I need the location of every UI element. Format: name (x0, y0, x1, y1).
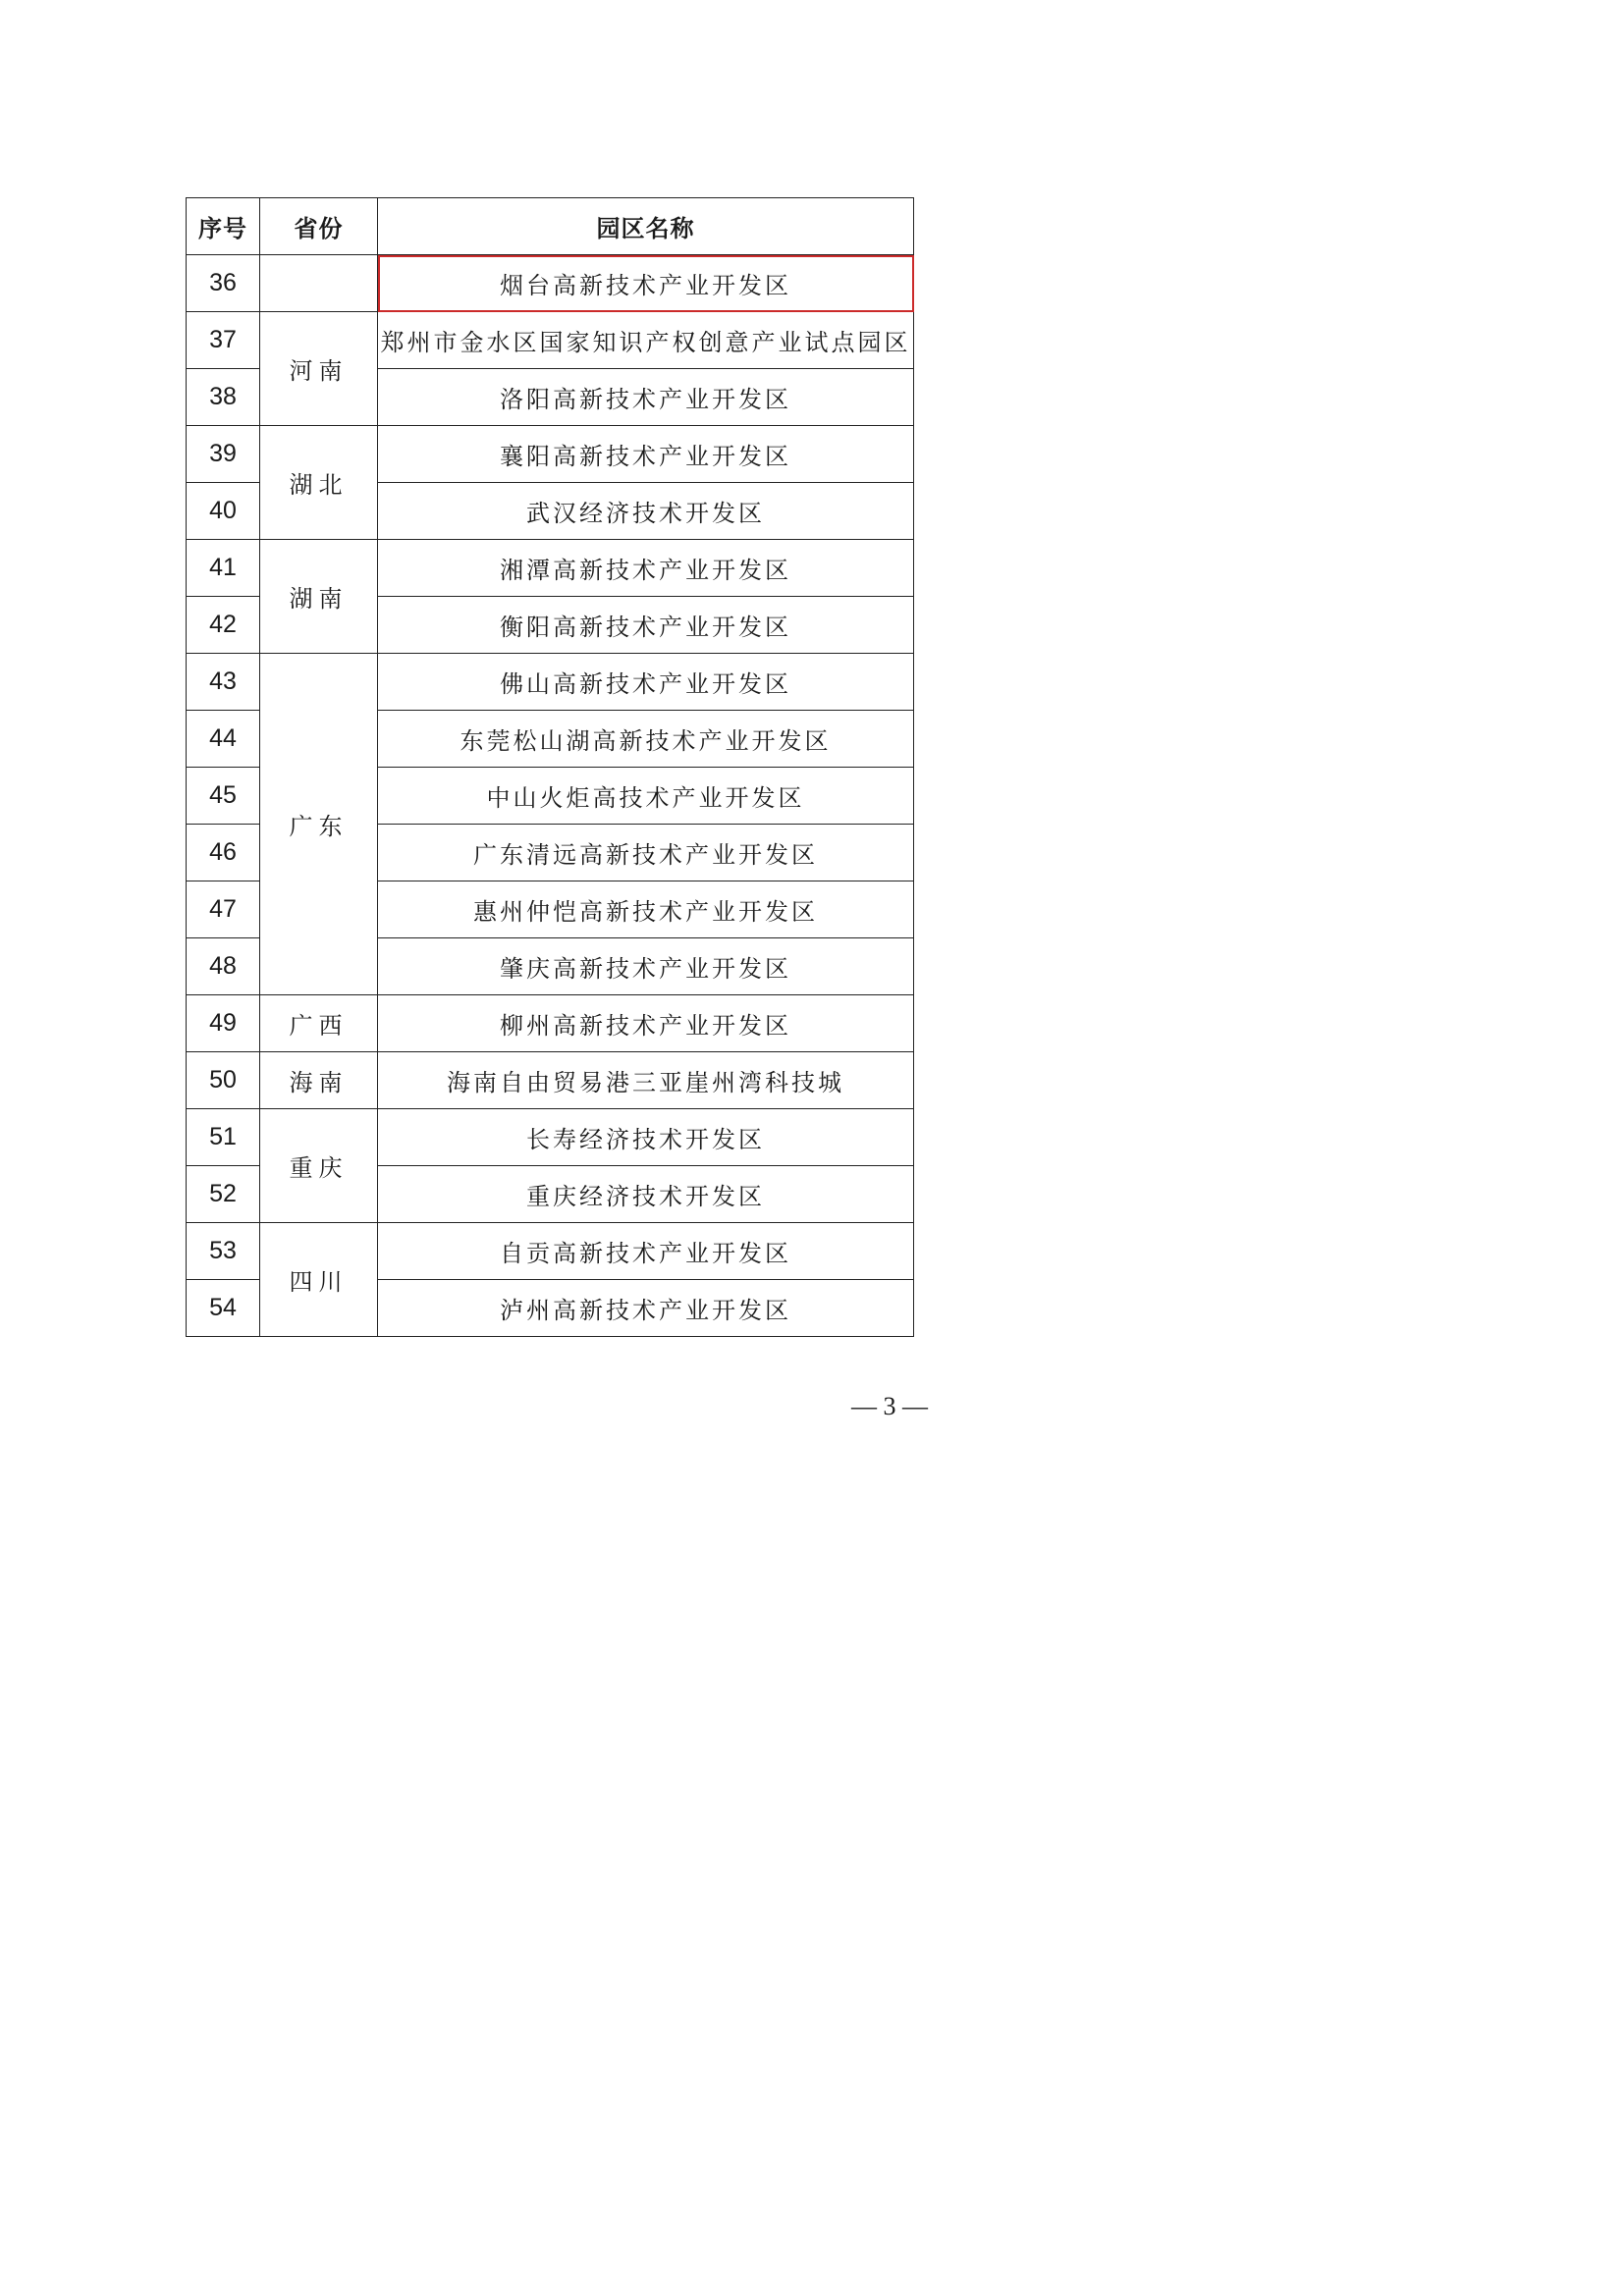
row-number-cell: 39 (187, 426, 260, 483)
province-cell: 广东 (260, 654, 378, 995)
province-cell: 河南 (260, 312, 378, 426)
row-number-cell: 38 (187, 369, 260, 426)
park-name-cell: 长寿经济技术开发区 (378, 1109, 914, 1166)
park-name-cell: 柳州高新技术产业开发区 (378, 995, 914, 1052)
row-number-cell: 54 (187, 1280, 260, 1337)
row-number-cell: 45 (187, 768, 260, 825)
row-number-cell: 49 (187, 995, 260, 1052)
table-row (187, 1052, 914, 1109)
header-no: 序号 (187, 198, 260, 255)
table-row (187, 255, 914, 312)
park-name-cell-highlighted: 烟台高新技术产业开发区 (378, 255, 914, 312)
table-header-row (187, 198, 914, 255)
page-number: — 3 — (851, 1392, 928, 1420)
row-number-cell: 40 (187, 483, 260, 540)
table-row (187, 426, 914, 483)
province-cell: 四川 (260, 1223, 378, 1337)
park-name-cell: 郑州市金水区国家知识产权创意产业试点园区 (378, 312, 914, 369)
park-name-cell: 肇庆高新技术产业开发区 (378, 938, 914, 995)
table-body (187, 255, 914, 1337)
table-row (187, 540, 914, 597)
province-cell: 重庆 (260, 1109, 378, 1223)
row-number-cell: 43 (187, 654, 260, 711)
park-name-cell: 中山火炬高技术产业开发区 (378, 768, 914, 825)
park-name-cell: 襄阳高新技术产业开发区 (378, 426, 914, 483)
province-cell: 海南 (260, 1052, 378, 1109)
park-list-table (186, 197, 914, 1337)
row-number-cell: 44 (187, 711, 260, 768)
park-name-cell: 洛阳高新技术产业开发区 (378, 369, 914, 426)
row-number-cell: 48 (187, 938, 260, 995)
park-name-cell: 衡阳高新技术产业开发区 (378, 597, 914, 654)
row-number-cell: 50 (187, 1052, 260, 1109)
table-row (187, 312, 914, 369)
row-number-cell: 41 (187, 540, 260, 597)
row-number-cell: 37 (187, 312, 260, 369)
park-name-cell: 武汉经济技术开发区 (378, 483, 914, 540)
park-name-cell: 佛山高新技术产业开发区 (378, 654, 914, 711)
table-row (187, 1109, 914, 1166)
table-row (187, 1223, 914, 1280)
header-province: 省份 (260, 198, 378, 255)
park-name-cell: 重庆经济技术开发区 (378, 1166, 914, 1223)
table-row (187, 995, 914, 1052)
park-name-cell: 海南自由贸易港三亚崖州湾科技城 (378, 1052, 914, 1109)
row-number-cell: 47 (187, 881, 260, 938)
row-number-cell: 36 (187, 255, 260, 312)
park-name-cell: 东莞松山湖高新技术产业开发区 (378, 711, 914, 768)
park-name-cell: 湘潭高新技术产业开发区 (378, 540, 914, 597)
province-cell: 广西 (260, 995, 378, 1052)
table-row (187, 654, 914, 711)
park-name-cell: 泸州高新技术产业开发区 (378, 1280, 914, 1337)
row-number-cell: 53 (187, 1223, 260, 1280)
province-cell: 湖南 (260, 540, 378, 654)
header-park-name: 园区名称 (378, 198, 914, 255)
province-cell: 湖北 (260, 426, 378, 540)
park-name-cell: 自贡高新技术产业开发区 (378, 1223, 914, 1280)
row-number-cell: 46 (187, 825, 260, 881)
park-name-cell: 惠州仲恺高新技术产业开发区 (378, 881, 914, 938)
province-cell (260, 255, 378, 312)
park-name-cell: 广东清远高新技术产业开发区 (378, 825, 914, 881)
row-number-cell: 42 (187, 597, 260, 654)
row-number-cell: 51 (187, 1109, 260, 1166)
row-number-cell: 52 (187, 1166, 260, 1223)
